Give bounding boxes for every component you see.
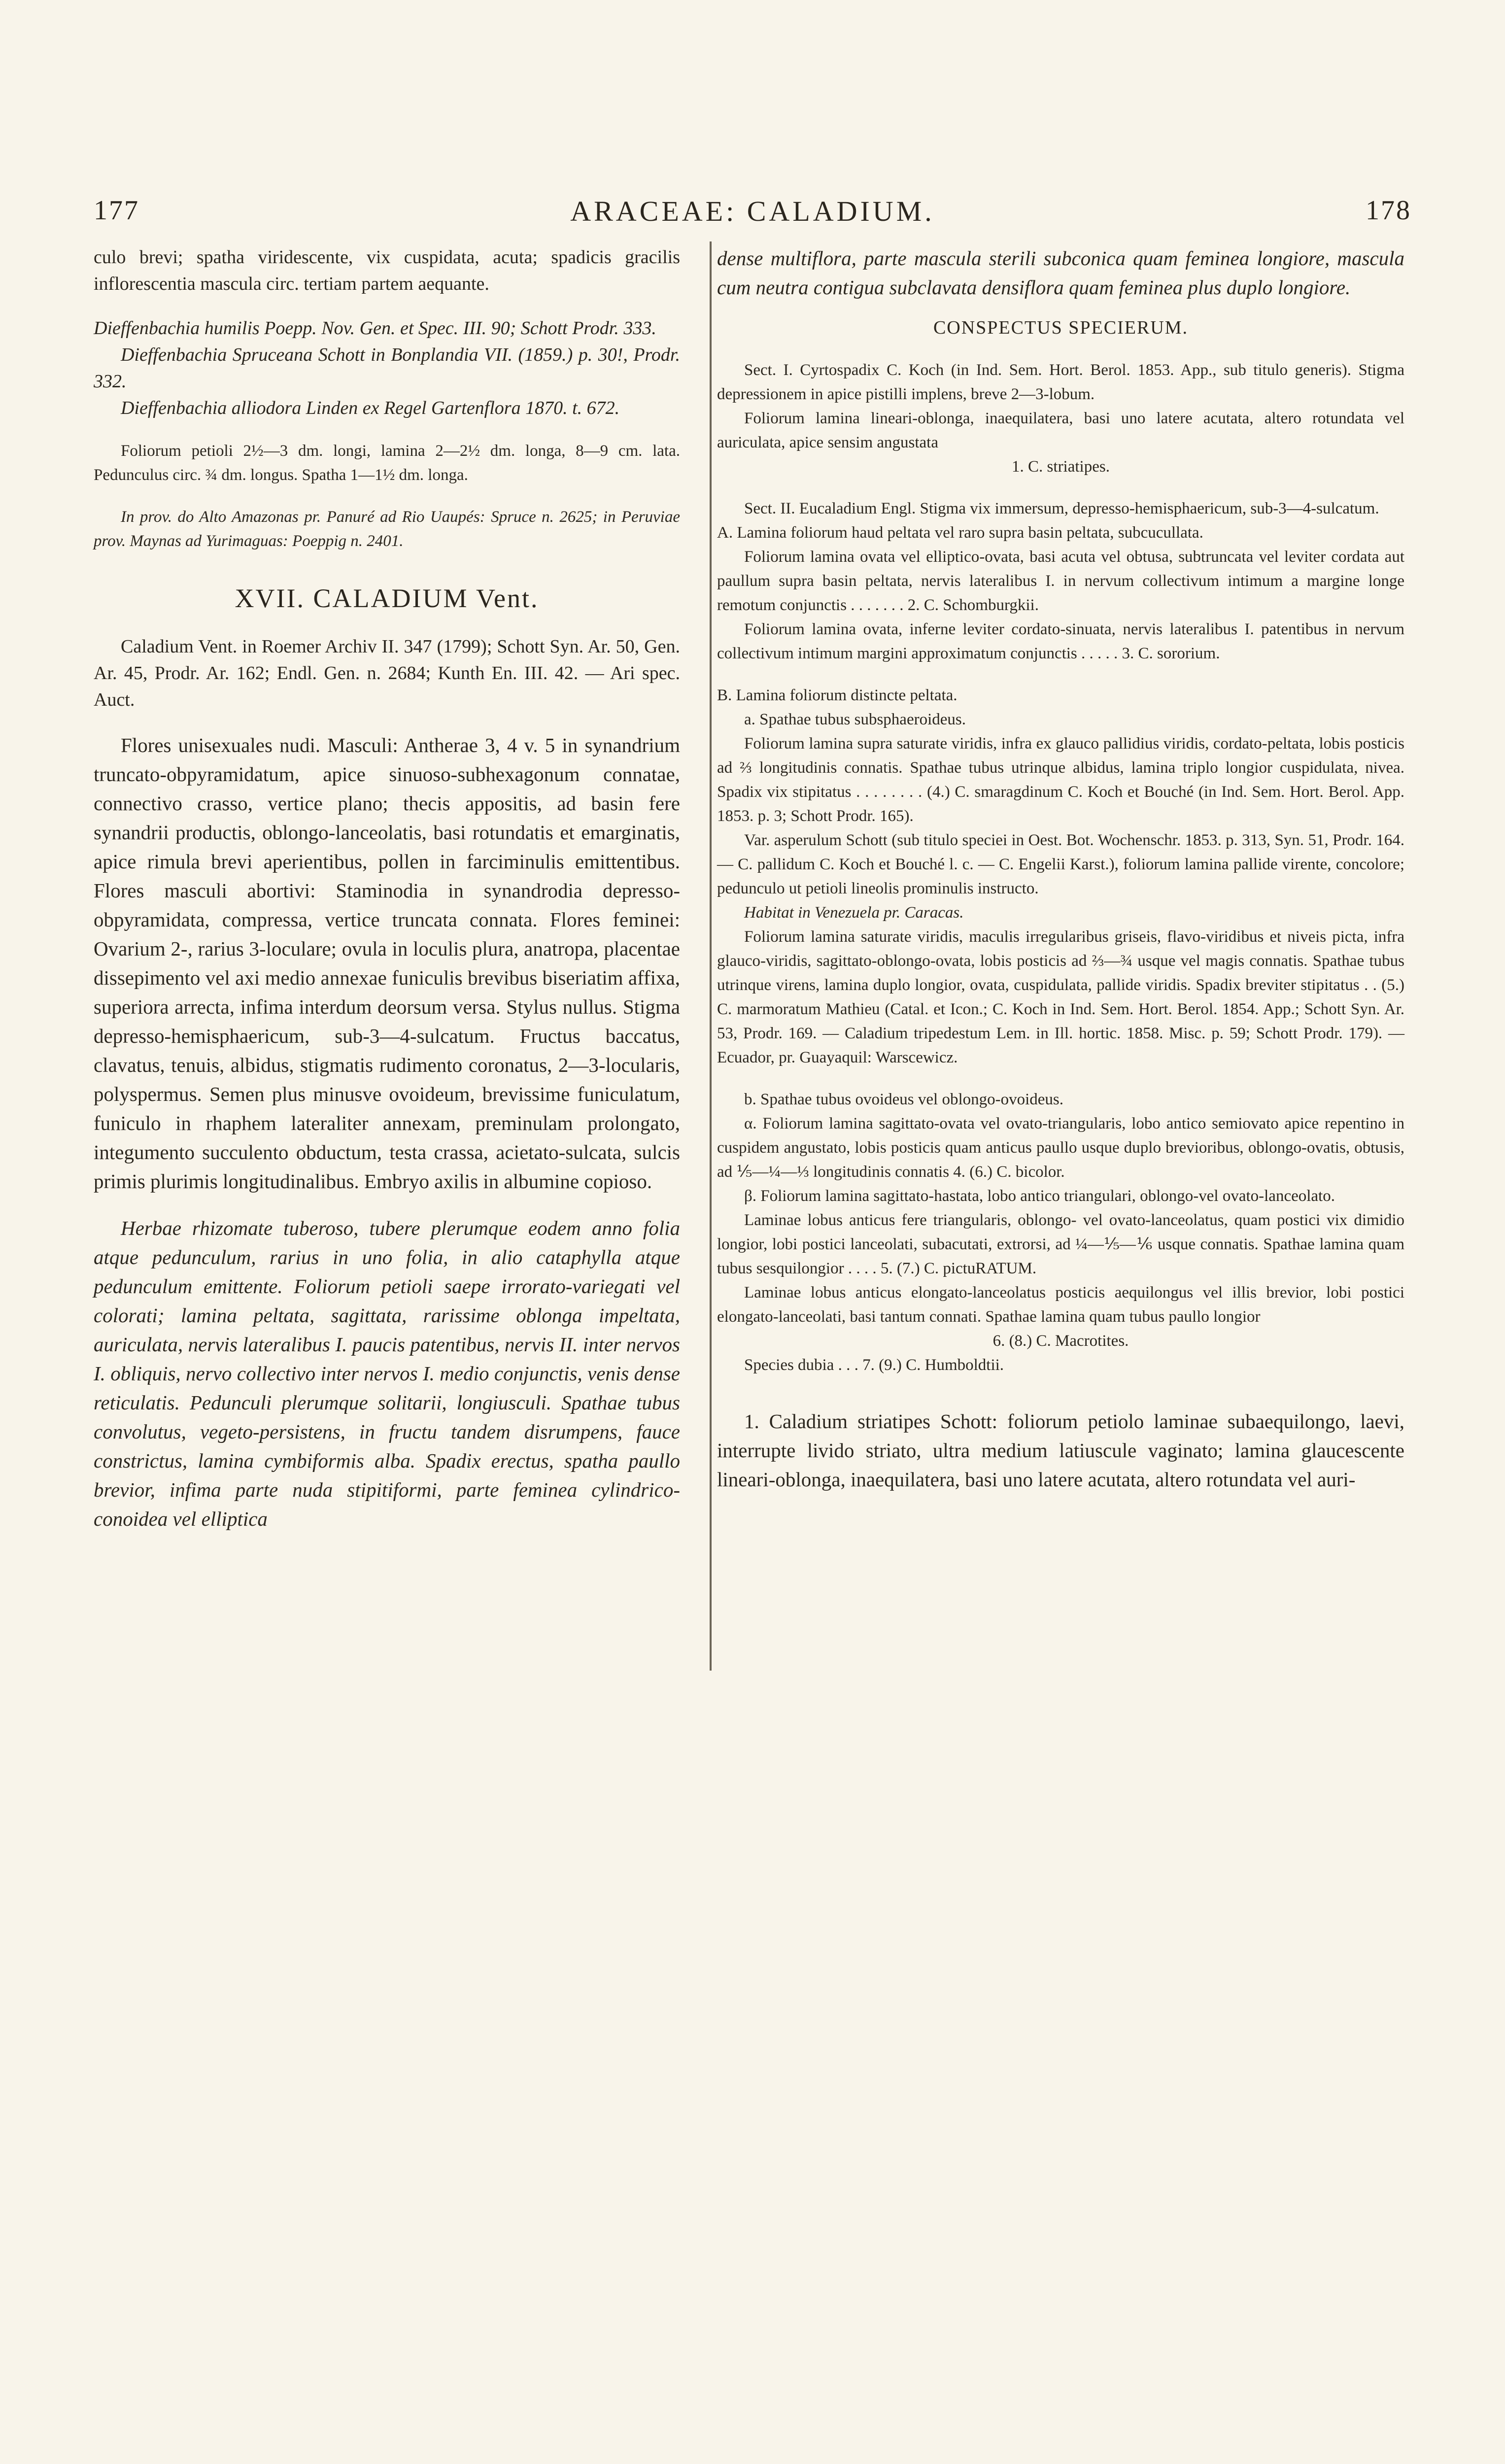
conspectus-heading: CONSPECTUS SPECIERUM.: [933, 317, 1189, 338]
key-b-b-beta: β. Foliorum lamina sagittato-hastata, lobo antico triangulari, oblongo-vel ovato-lanceolato.: [744, 1187, 1335, 1205]
intro-text: culo brevi; spatha viridescente, vix cuspidata, acuta; spadicis gracilis inflorescentia mascula circ. tertiam partem aequante.: [94, 247, 680, 294]
column-divider: [710, 241, 712, 1671]
key-a-2: Foliorum lamina ovata, inferne leviter cordato-sinuata, nervis lateralibus I. patentibus in nervum collectivum intimum margini approximatum conjunctis . . . . . 3. C. sororium.: [717, 620, 1404, 662]
genus-synonymy: Caladium Vent. in Roemer Archiv II. 347 (1799); Schott Syn. Ar. 50, Gen. Ar. 45, Prodr. Ar. 162; Endl. Gen. n. 2684; Kunth En. III. 42. — Ari spec. Auct.: [94, 636, 680, 710]
running-head: ARACEAE: CALADIUM.: [570, 195, 935, 227]
genus-description-continued: dense multiflora, parte mascula sterili subconica quam feminea longiore, mascula cum neutra contigua subclavata densiflora quam feminea plus duplo longiore.: [717, 247, 1404, 299]
section-1-key: Foliorum lamina lineari-oblonga, inaequilatera, basi uno latere acutata, altero rotundata vel auriculata, apice sensim angustata: [717, 410, 1404, 451]
page-header: [94, 195, 1411, 234]
species-1-key-entry: 1. C. striatipes.: [1012, 458, 1110, 476]
habitat-text: In prov. do Alto Amazonas pr. Panuré ad Rio Uaupés: Spruce n. 2625; in Peruviae prov. Maynas ad Yurimaguas: Poeppig n. 2401.: [94, 508, 680, 550]
key-b-b-alpha: α. Foliorum lamina sagittato-ovata vel ovato-triangularis, lobo antico semiovato apice repentino in cuspidem angustato, lobis posticis quam anticus paullo usque duplo brevioribus, oblongo-ovatis, obtusis, ad ⅕—¼—⅓ longitudinis connatis 4. (6.) C. bicolor.: [717, 1115, 1404, 1181]
synonym-3: Dieffenbachia alliodora Linden ex Regel Gartenflora 1870. t. 672.: [121, 398, 620, 418]
genus-title: XVII. CALADIUM Vent.: [235, 583, 539, 613]
page-number-left: 177: [94, 195, 139, 226]
flower-description: Flores unisexuales nudi. Masculi: Antherae 3, 4 v. 5 in synandrium truncato-obpyramidatum, apice sinuoso-subhexagonum connatae, connectivo crasso, vertice plano; thecis appositis, ad basin fere synandrii productis, oblongo-lanceolatis, basi rotundatis et emarginatis, apice rimula brevi aperientibus, pollen in farciminulis emittentibus. Flores masculi abortivi: Staminodia in synandrodia depresso-obpyramidata, compressa, vertice truncata connata. Flores feminei: Ovarium 2-, rarius 3-loculare; ovula in loculis plura, anatropa, placentae dissepimento vel axi medio annexae funiculis brevibus biseriatim affixa, superiora arrecta, infima interdum deorsum versa. Stylus nullus. Stigma depresso-hemisphaericum, sub-3—4-sulcatum. Fructus baccatus, clavatus, tenuis, albidus, stigmatis rudimento coronatus, 2—3-locularis, polyspermus. Semen plus minusve ovoideum, brevissime funiculatum, funiculo in rhaphem lateraliter annexam, preminulam prolongato, integumento succulento obductum, testa crassa, acietato-sulcata, sulcis primis plurimis longitudinalibus. Embryo axilis in albumine copioso.: [94, 734, 680, 1193]
species-dubia: Species dubia . . . 7. (9.) C. Humboldtii.: [744, 1356, 1004, 1374]
page-number-right: 178: [1366, 195, 1411, 226]
key-b-a: a. Spathae tubus subsphaeroideus.: [744, 711, 966, 728]
key-b-a-1: Foliorum lamina supra saturate viridis, infra ex glauco pallidius viridis, cordato-peltata, lobis posticis ad ⅔ longitudinis connatis. Spathae tubus utrinque albidus, lamina triplo longior cuspidulata, nivea. Spadix vix stipitatus . . . . . . . . (4.) C. smaragdinum C. Koch et Bouché (in Ind. Sem. Hort. Berol. App. 1853. p. 3; Schott Prodr. 165).: [717, 735, 1404, 825]
key-a-1: Foliorum lamina ovata vel elliptico-ovata, basi acuta vel obtusa, subtruncata vel leviter cordata aut paullum supra basin peltata, nervis lateralibus I. in nervum collectivum intimum a margine longe remotum conjunctis . . . . . . . 2. C. Schomburgkii.: [717, 548, 1404, 614]
species-1-description: 1. Caladium striatipes Schott: foliorum petiolo laminae subaequilongo, laevi, interrupte livido striato, ultra medium latiuscule vaginato; lamina glaucescente lineari-oblonga, inaequilatera, basi uno latere acutata, altero rotundata vel auri-: [717, 1410, 1404, 1491]
synonym-1: Dieffenbachia humilis Poepp. Nov. Gen. et Spec. III. 90; Schott Prodr. 333.: [94, 318, 656, 339]
key-b-a-2: Foliorum lamina saturate viridis, maculis irregularibus griseis, flavo-viridibus et niveis picta, infra glauco-viridis, sagittato-oblongo-ovata, lobis posticis ad ⅔—¾ usque vel magis connatis. Spathae tubus utrinque virens, lamina duplo longior, ovata, cuspidulata, pallide viridis. Spadix breviter stipitatus . . (5.) C. marmoratum Mathieu (Catal. et Icon.; C. Koch in Ind. Sem. Hort. Berol. 1854. App.; Schott Syn. Ar. 53, Prodr. 169. — Caladium tripedestum Lem. in Ill. hortic. 1858. Misc. p. 59; Schott Prodr. 179). — Ecuador, pr. Guayaquil: Warscewicz.: [717, 928, 1404, 1066]
key-b-b-beta-1: Laminae lobus anticus fere triangularis, oblongo- vel ovato-lanceolatus, quam postici vix dimidio longior, lobi postici lanceolati, subacutati, extrorsi, ad ¼—⅕—⅙ usque connatis. Spathae lamina quam tubus sesquilongior . . . . 5. (7.) C. pictuRATUM.: [717, 1211, 1404, 1277]
species-6-key-entry: 6. (8.) C. Macrotites.: [992, 1332, 1129, 1350]
key-b: B. Lamina foliorum distincte peltata.: [717, 686, 958, 704]
section-1: Sect. I. Cyrtospadix C. Koch (in Ind. Sem. Hort. Berol. 1853. App., sub titulo generis). Stigma depressionem in apice pistilli implens, breve 2—3-lobum.: [717, 361, 1404, 403]
synonym-2: Dieffenbachia Spruceana Schott in Bonplandia VII. (1859.) p. 30!, Prodr. 332.: [94, 344, 680, 392]
variety-text: Var. asperulum Schott (sub titulo speciei in Oest. Bot. Wochenschr. 1853. p. 313, Syn. 51, Prodr. 164. — C. pallidum C. Koch et Bouché l. c. — C. Engelii Karst.), foliorum lamina pallide virente, concolore; pedunculo ut petioli lineolis prominulis instructo.: [717, 831, 1404, 897]
right-column: [717, 244, 1404, 1494]
herbae-description: Herbae rhizomate tuberoso, tubere plerumque eodem anno folia atque pedunculum, rarius in uno folia, in alio cataphylla atque pedunculum emittente. Foliorum petioli saepe irrorato-variegati vel colorati; lamina peltata, sagittata, rarissime oblonga impeltata, auriculata, nervis lateralibus I. paucis patentibus, nervis II. inter nervos I. obliquis, nervo collectivo inter nervos I. medio conjunctis, venis dense reticulatis. Pedunculi plerumque solitarii, longiusculi. Spathae tubus convolutus, vegeto-persistens, in fructu tandem disrumpens, fauce constrictus, lamina cymbiformis alba. Spadix erectus, spatha paullo brevior, infima parte nuda stipitiformi, parte feminea cylindrico-conoidea vel elliptica: [94, 1217, 680, 1530]
variety-habitat: Habitat in Venezuela pr. Caracas.: [744, 904, 964, 922]
dimensions-text: Foliorum petioli 2½—3 dm. longi, lamina 2—2½ dm. longa, 8—9 cm. lata. Pedunculus circ. ¾ dm. longus. Spatha 1—1½ dm. longa.: [94, 442, 680, 484]
key-b-b: b. Spathae tubus ovoideus vel oblongo-ovoideus.: [744, 1091, 1064, 1108]
left-column: [94, 244, 680, 1534]
key-b-b-beta-2: Laminae lobus anticus elongato-lanceolatus posticis aequilongus vel illis brevior, lobi postici elongato-lanceolati, basi tantum connati. Spathae lamina quam tubus paullo longior: [717, 1284, 1404, 1326]
section-2: Sect. II. Eucaladium Engl. Stigma vix immersum, depresso-hemisphaericum, sub-3—4-sulcatum.: [744, 500, 1379, 517]
key-a: A. Lamina foliorum haud peltata vel raro supra basin peltata, subcucullata.: [717, 524, 1203, 542]
